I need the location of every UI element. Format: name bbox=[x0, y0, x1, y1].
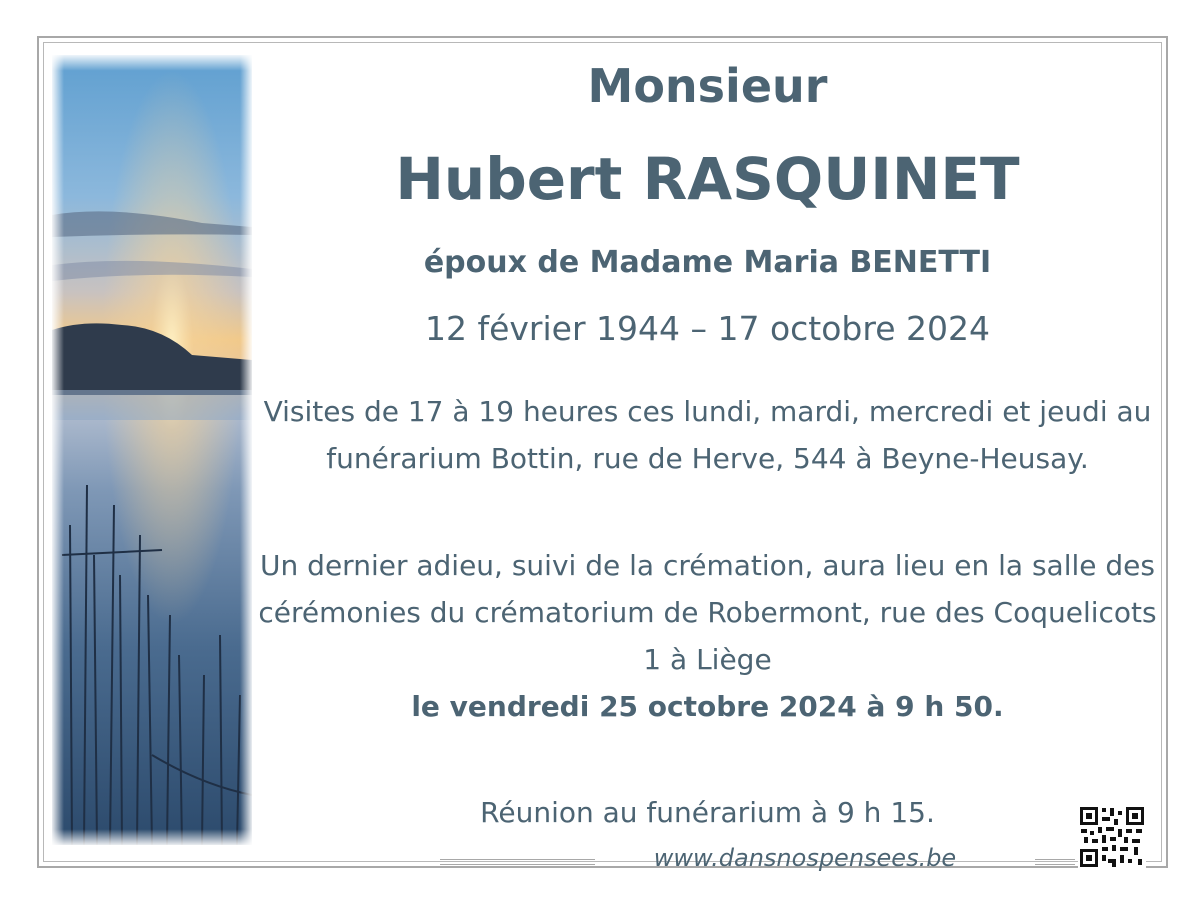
spouse-line: époux de Madame Maria BENETTI bbox=[423, 245, 992, 280]
visits-paragraph: Visites de 17 à 19 heures ces lundi, mardi, mercredi et jeudi au funérarium Bottin, rue de Herve, 544 à Beyne-Heusay. bbox=[263, 395, 1152, 475]
life-dates: 12 février 1944 – 17 octobre 2024 bbox=[425, 309, 990, 348]
deceased-name: Hubert RASQUINET bbox=[395, 145, 1020, 213]
ceremony-paragraph: Un dernier adieu, suivi de la crémation, aura lieu en la salle des cérémonies du crématorium de Robermont, rue des Coquelicots 1 à Liège bbox=[258, 549, 1157, 676]
footer-rule-left bbox=[440, 864, 595, 865]
qr-code-icon[interactable] bbox=[1078, 805, 1146, 869]
title: Monsieur bbox=[587, 59, 828, 113]
footer-rule-right bbox=[1035, 859, 1075, 860]
lake-sunset-photo bbox=[52, 55, 252, 845]
footer-rule-left bbox=[440, 859, 595, 860]
reunion-line: Réunion au funérarium à 9 h 15. bbox=[480, 796, 935, 829]
website-link[interactable]: www.dansnospensees.be bbox=[653, 844, 957, 872]
footer-rule-right bbox=[1035, 864, 1075, 865]
ceremony-date: le vendredi 25 octobre 2024 à 9 h 50. bbox=[411, 690, 1004, 723]
